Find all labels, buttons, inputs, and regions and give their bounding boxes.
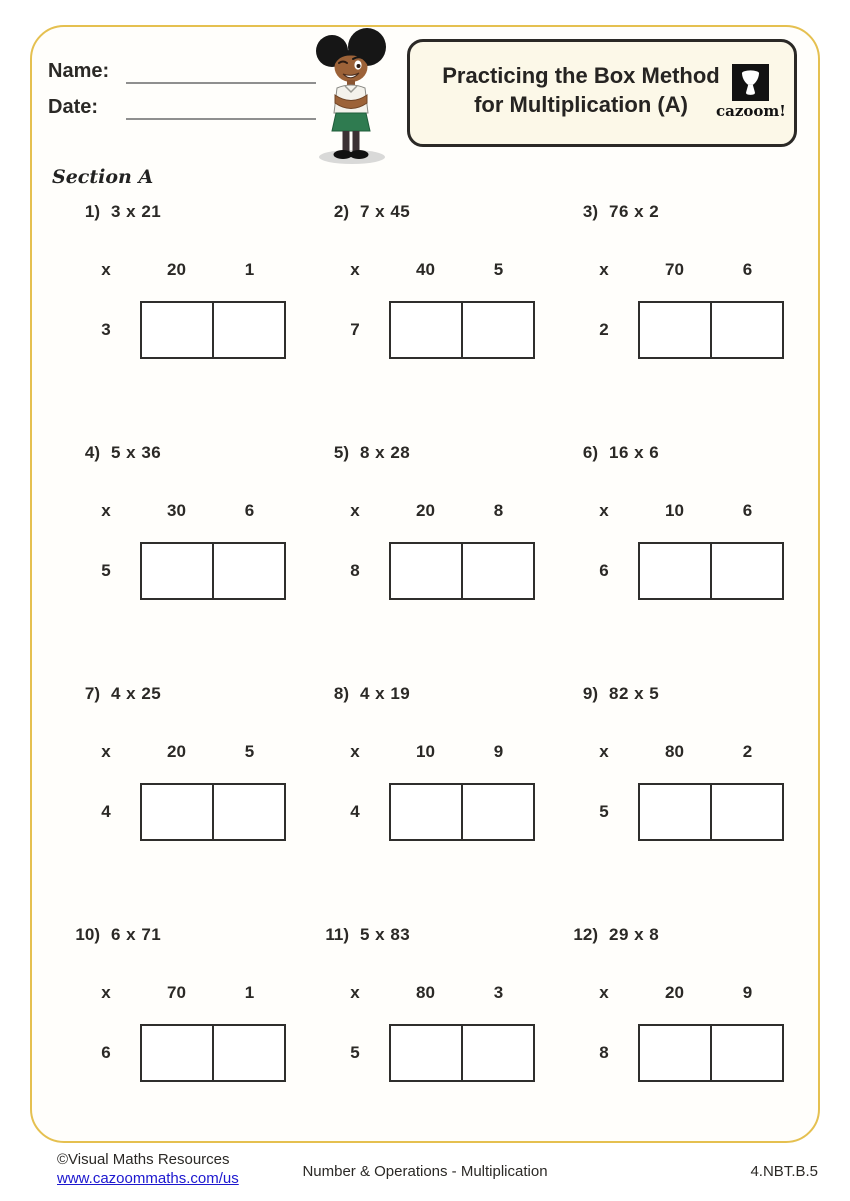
tens-column-header: 70 bbox=[167, 983, 186, 1002]
answer-cell-ones[interactable] bbox=[212, 544, 284, 598]
multiplication-sign: x bbox=[101, 260, 111, 279]
tens-column-header: 70 bbox=[665, 260, 684, 279]
problem bbox=[321, 681, 570, 922]
ones-column-header: 8 bbox=[493, 501, 504, 520]
answer-cell-ones[interactable] bbox=[461, 1026, 533, 1080]
answer-cell-tens[interactable] bbox=[391, 785, 461, 839]
problem-expression: 3 x 21 bbox=[111, 202, 162, 221]
answer-box bbox=[140, 542, 286, 600]
ones-column-header: 6 bbox=[244, 501, 255, 520]
logo-wordmark: cazoom! bbox=[716, 102, 786, 120]
date-line[interactable] bbox=[126, 96, 316, 120]
problems-grid bbox=[72, 199, 819, 1163]
drum-icon bbox=[732, 64, 769, 101]
ones-column-header: 6 bbox=[742, 260, 753, 279]
tens-column-header: 80 bbox=[665, 742, 684, 761]
problem-number: 3) bbox=[582, 202, 598, 221]
box-method-grid bbox=[570, 976, 819, 1082]
tens-column-header: 20 bbox=[416, 501, 435, 520]
box-method-grid bbox=[321, 494, 570, 600]
box-method-grid bbox=[72, 494, 321, 600]
answer-cell-ones[interactable] bbox=[710, 303, 782, 357]
problem-number: 6) bbox=[582, 443, 598, 462]
tens-column-header: 80 bbox=[416, 983, 435, 1002]
answer-cell-tens[interactable] bbox=[142, 1026, 212, 1080]
box-method-grid bbox=[321, 253, 570, 359]
row-multiplier: 4 bbox=[101, 802, 111, 821]
tens-column-header: 20 bbox=[167, 260, 186, 279]
problem-number: 9) bbox=[582, 684, 598, 703]
problem bbox=[72, 440, 321, 681]
answer-cell-tens[interactable] bbox=[142, 303, 212, 357]
website-link[interactable]: www.cazoommaths.com/us bbox=[57, 1170, 239, 1187]
answer-cell-tens[interactable] bbox=[391, 303, 461, 357]
problem bbox=[570, 199, 819, 440]
problem-label bbox=[570, 922, 819, 948]
answer-box bbox=[638, 542, 784, 600]
answer-box bbox=[389, 1024, 535, 1082]
row-multiplier: 7 bbox=[350, 320, 360, 339]
problem-expression: 5 x 83 bbox=[360, 925, 411, 944]
problem-expression: 16 x 6 bbox=[609, 443, 660, 462]
tens-column-header: 30 bbox=[167, 501, 186, 520]
problem-label bbox=[321, 440, 570, 466]
tens-column-header: 20 bbox=[665, 983, 684, 1002]
title-line-2: for Multiplication (A) bbox=[474, 92, 688, 117]
answer-cell-tens[interactable] bbox=[640, 785, 710, 839]
problem-expression: 76 x 2 bbox=[609, 202, 660, 221]
problem-label bbox=[570, 681, 819, 707]
section-title: Section A bbox=[52, 166, 154, 188]
problem bbox=[72, 199, 321, 440]
title-box bbox=[407, 39, 797, 147]
ones-column-header: 5 bbox=[244, 742, 255, 761]
problem bbox=[321, 199, 570, 440]
problem-label bbox=[72, 199, 321, 225]
problem-label bbox=[570, 199, 819, 225]
problem-label bbox=[321, 922, 570, 948]
answer-cell-ones[interactable] bbox=[461, 303, 533, 357]
ones-column-header: 5 bbox=[493, 260, 504, 279]
cazoom-logo bbox=[716, 64, 784, 120]
problem-expression: 4 x 25 bbox=[111, 684, 162, 703]
box-method-grid bbox=[570, 735, 819, 841]
answer-box bbox=[389, 301, 535, 359]
problem bbox=[72, 922, 321, 1163]
problem-label bbox=[72, 681, 321, 707]
tens-column-header: 10 bbox=[665, 501, 684, 520]
tens-column-header: 20 bbox=[167, 742, 186, 761]
answer-box bbox=[140, 783, 286, 841]
box-method-grid bbox=[72, 976, 321, 1082]
name-line[interactable] bbox=[126, 60, 316, 84]
ones-column-header: 6 bbox=[742, 501, 753, 520]
multiplication-sign: x bbox=[350, 501, 360, 520]
problem-expression: 6 x 71 bbox=[111, 925, 162, 944]
problem-expression: 5 x 36 bbox=[111, 443, 162, 462]
row-multiplier: 8 bbox=[599, 1043, 609, 1062]
problem-number: 2) bbox=[333, 202, 349, 221]
copyright-text: ©Visual Maths Resources bbox=[57, 1151, 230, 1168]
answer-cell-tens[interactable] bbox=[640, 544, 710, 598]
ones-column-header: 9 bbox=[742, 983, 753, 1002]
row-multiplier: 5 bbox=[101, 561, 111, 580]
answer-box bbox=[638, 301, 784, 359]
row-multiplier: 8 bbox=[350, 561, 360, 580]
problem bbox=[570, 681, 819, 922]
problem-number: 8) bbox=[333, 684, 349, 703]
box-method-grid bbox=[72, 735, 321, 841]
problem-expression: 29 x 8 bbox=[609, 925, 660, 944]
ones-column-header: 3 bbox=[493, 983, 504, 1002]
schoolgirl-mascot-image bbox=[300, 27, 404, 165]
problem-label bbox=[321, 681, 570, 707]
problem-number: 7) bbox=[84, 684, 100, 703]
problem-expression: 8 x 28 bbox=[360, 443, 411, 462]
answer-cell-tens[interactable] bbox=[391, 1026, 461, 1080]
box-method-grid bbox=[321, 976, 570, 1082]
answer-cell-ones[interactable] bbox=[212, 785, 284, 839]
problem-number: 5) bbox=[333, 443, 349, 462]
answer-cell-ones[interactable] bbox=[461, 544, 533, 598]
problem-label bbox=[72, 440, 321, 466]
row-multiplier: 5 bbox=[350, 1043, 360, 1062]
answer-cell-tens[interactable] bbox=[142, 785, 212, 839]
problem bbox=[72, 681, 321, 922]
ones-column-header: 9 bbox=[493, 742, 504, 761]
standard-code: 4.NBT.B.5 bbox=[750, 1163, 818, 1180]
multiplication-sign: x bbox=[599, 983, 609, 1002]
worksheet-title bbox=[422, 61, 740, 119]
multiplication-sign: x bbox=[101, 742, 111, 761]
box-method-grid bbox=[321, 735, 570, 841]
multiplication-sign: x bbox=[350, 742, 360, 761]
answer-cell-ones[interactable] bbox=[710, 785, 782, 839]
ones-column-header: 1 bbox=[244, 983, 255, 1002]
multiplication-sign: x bbox=[599, 742, 609, 761]
answer-cell-ones[interactable] bbox=[710, 544, 782, 598]
problem-number: 4) bbox=[84, 443, 100, 462]
multiplication-sign: x bbox=[101, 983, 111, 1002]
problem-number: 12) bbox=[573, 925, 598, 944]
problem-label bbox=[72, 922, 321, 948]
tens-column-header: 40 bbox=[416, 260, 435, 279]
tens-column-header: 10 bbox=[416, 742, 435, 761]
answer-cell-ones[interactable] bbox=[710, 1026, 782, 1080]
ones-column-header: 2 bbox=[742, 742, 753, 761]
multiplication-sign: x bbox=[599, 260, 609, 279]
problem-expression: 82 x 5 bbox=[609, 684, 660, 703]
name-date-block bbox=[48, 48, 316, 120]
answer-box bbox=[389, 783, 535, 841]
problem-number: 10) bbox=[75, 925, 100, 944]
box-method-grid bbox=[72, 253, 321, 359]
date-row bbox=[48, 84, 316, 120]
problem-label bbox=[570, 440, 819, 466]
answer-box bbox=[140, 301, 286, 359]
problem bbox=[321, 922, 570, 1163]
problem bbox=[570, 922, 819, 1163]
box-method-grid bbox=[570, 494, 819, 600]
date-label: Date: bbox=[48, 96, 99, 118]
problem-label bbox=[321, 199, 570, 225]
problem-expression: 4 x 19 bbox=[360, 684, 411, 703]
multiplication-sign: x bbox=[101, 501, 111, 520]
answer-box bbox=[638, 783, 784, 841]
multiplication-sign: x bbox=[350, 983, 360, 1002]
problem-number: 1) bbox=[84, 202, 100, 221]
answer-cell-ones[interactable] bbox=[212, 1026, 284, 1080]
answer-box bbox=[389, 542, 535, 600]
answer-box bbox=[638, 1024, 784, 1082]
answer-cell-tens[interactable] bbox=[391, 544, 461, 598]
row-multiplier: 6 bbox=[101, 1043, 111, 1062]
name-label: Name: bbox=[48, 60, 110, 82]
answer-box bbox=[140, 1024, 286, 1082]
ones-column-header: 1 bbox=[244, 260, 255, 279]
answer-cell-ones[interactable] bbox=[212, 303, 284, 357]
title-line-1: Practicing the Box Method bbox=[442, 63, 720, 88]
footer-category: Number & Operations - Multiplication bbox=[302, 1163, 548, 1180]
row-multiplier: 2 bbox=[599, 320, 609, 339]
problem-expression: 7 x 45 bbox=[360, 202, 411, 221]
problem bbox=[321, 440, 570, 681]
name-row bbox=[48, 48, 316, 84]
multiplication-sign: x bbox=[599, 501, 609, 520]
row-multiplier: 4 bbox=[350, 802, 360, 821]
answer-cell-ones[interactable] bbox=[461, 785, 533, 839]
problem bbox=[570, 440, 819, 681]
answer-cell-tens[interactable] bbox=[640, 303, 710, 357]
multiplication-sign: x bbox=[350, 260, 360, 279]
row-multiplier: 5 bbox=[599, 802, 609, 821]
box-method-grid bbox=[570, 253, 819, 359]
row-multiplier: 3 bbox=[101, 320, 111, 339]
problem-number: 11) bbox=[325, 925, 349, 944]
row-multiplier: 6 bbox=[599, 561, 609, 580]
answer-cell-tens[interactable] bbox=[142, 544, 212, 598]
answer-cell-tens[interactable] bbox=[640, 1026, 710, 1080]
